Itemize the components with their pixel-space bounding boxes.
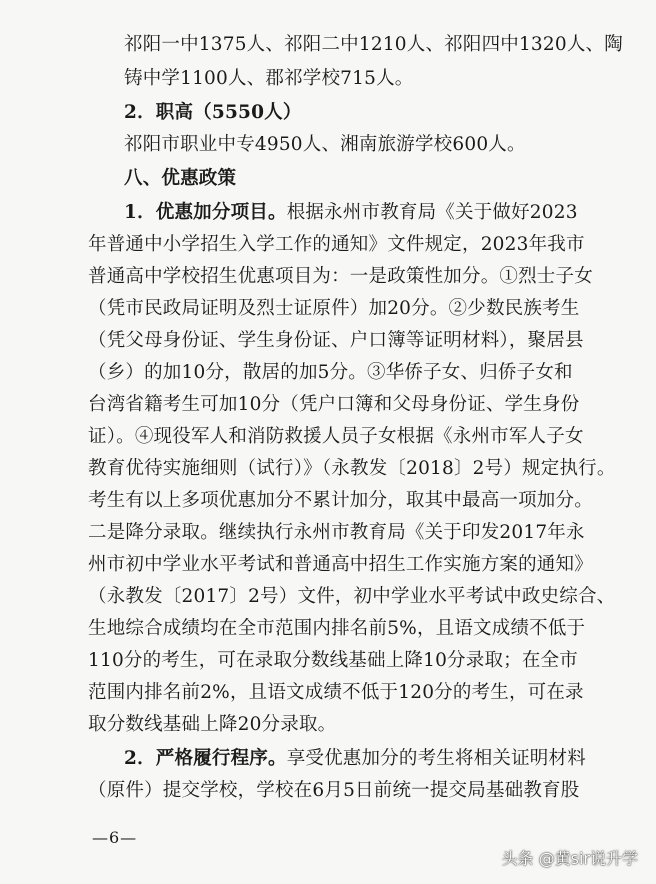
document-line: 年普通中小学招生入学工作的通知》文件规定，2023年我市 [88, 234, 585, 255]
document-line: 取分数线基础上降20分录取。 [88, 714, 337, 735]
document-line: （乡）的加10分，散居的加5分。③华侨子女、归侨子女和 [88, 362, 573, 383]
document-line: 生地综合成绩均在全市范围内排名前5%，且语文成绩不低于 [88, 618, 586, 639]
document-line: （凭父母身份证、学生身份证、户口簿等证明材料），聚居县 [88, 330, 584, 351]
document-line: 1．优惠加分项目。根据永州市教育局《关于做好2023 [124, 202, 578, 223]
document-line: （凭市民政局证明及烈士证原件）加20分。②少数民族考生 [88, 298, 580, 319]
document-line: 范围内排名前2%，且语文成绩不低于120分的考生，可在录 [88, 682, 584, 703]
document-line: （永教发〔2017〕2号）文件，初中学业水平考试中政史综合、 [88, 586, 616, 607]
document-line: 台湾省籍考生可加10分（凭户口簿和父母身份证、学生身份 [88, 394, 580, 415]
document-line: 二是降分录取。继续执行永州市教育局《关于印发2017年永 [88, 522, 585, 543]
page-number: —6— [92, 828, 138, 847]
document-line: 考生有以上多项优惠加分不累计加分，取其中最高一项加分。 [88, 490, 593, 511]
document-line: 州市初中学业水平考试和普通高中招生工作实施方案的通知》 [88, 554, 593, 575]
document-line: 证）。④现役军人和消防救援人员子女根据《永州市军人子女 [88, 426, 584, 447]
document-line: 110分的考生，可在录取分数线基础上降10分录取；在全市 [88, 650, 578, 671]
document-line: 普通高中学校招生优惠项目为：一是政策性加分。①烈士子女 [88, 266, 593, 287]
document-line: 2．严格履行程序。享受优惠加分的考生将相关证明材料 [124, 748, 586, 769]
document-line: 教育优待实施细则（试行）》（永教发〔2018〕2号）规定执行。 [88, 458, 616, 479]
document-line: 铸中学1100人、郡祁学校715人。 [124, 68, 414, 89]
document-line: 祁阳一中1375人、祁阳二中1210人、祁阳四中1320人、陶 [124, 34, 623, 55]
document-line: 祁阳市职业中专4950人、湘南旅游学校600人。 [124, 134, 526, 155]
document-line: 2．职高（5550人） [124, 102, 302, 123]
document-line: （原件）提交学校，学校在6月5日前统一提交局基础教育股 [88, 780, 580, 801]
watermark: 头条 @黄sir说升学 [501, 849, 638, 868]
document-line: 八、优惠政策 [124, 168, 237, 189]
